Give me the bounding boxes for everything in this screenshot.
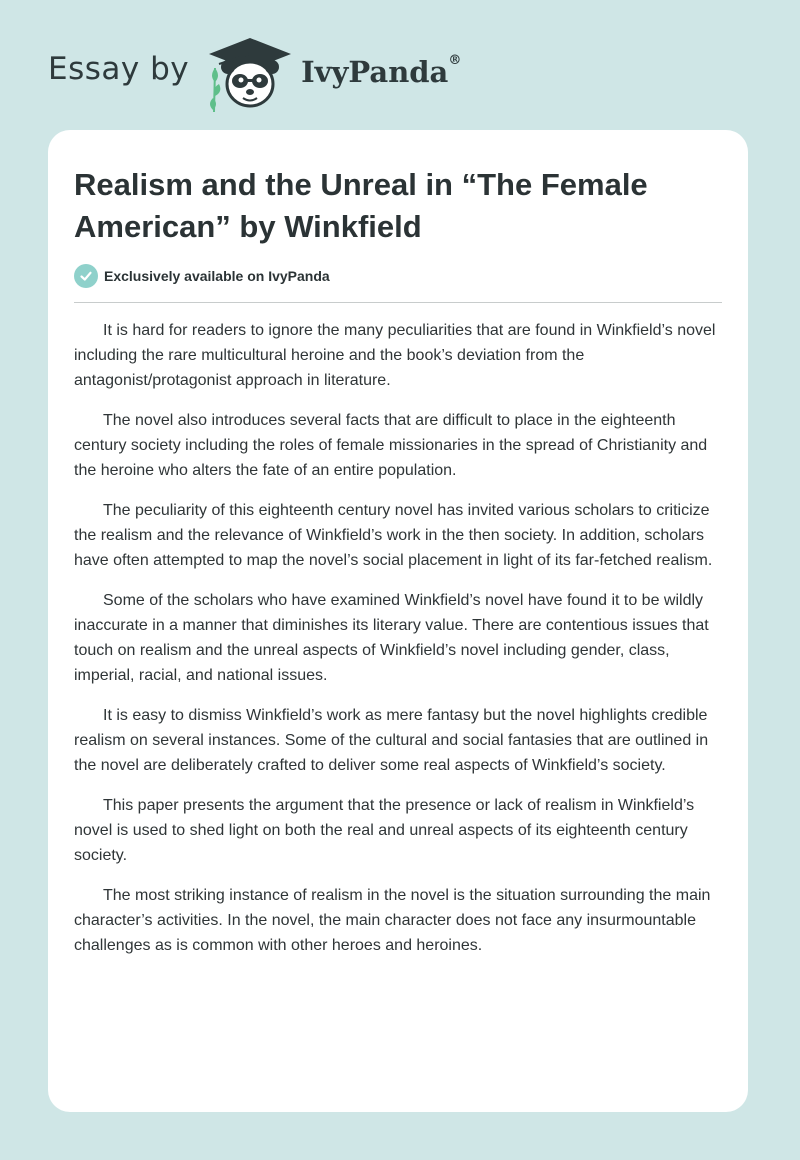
badge-label: Exclusively available on IvyPanda [104,268,330,284]
check-icon [74,264,98,288]
page-title: Realism and the Unreal in “The Female American” by Winkfield [74,167,648,244]
brand-name[interactable]: IvyPanda® [301,53,462,89]
divider [74,302,722,303]
paragraph: Some of the scholars who have examined Winkfield’s novel have found it to be wildly inaccurate in a manner that diminishes its literary value. There are contentious issues that touch on realism and the unreal aspects of Winkfield’s novel including gender, class, imperial, racial, and national issues. [74,592,709,684]
paragraph: This paper presents the argument that the presence or lack of realism in Winkfield’s novel is used to shed light on both the real and unreal aspects of its eighteenth century society. [74,797,695,864]
essay-body [74,318,724,973]
exclusive-badge [74,264,330,288]
registered-mark: ® [448,53,462,68]
essay-by-label: Essay by [48,51,190,87]
paragraph: The peculiarity of this eighteenth century novel has invited various scholars to criticize the realism and the relevance of Winkfield’s work in the then society. In addition, scholars have often attempted to map the novel’s social placement in light of its far-fetched realism. [74,502,713,569]
paragraph: It is easy to dismiss Winkfield’s work as mere fantasy but the novel highlights credible realism on several instances. Some of the cultural and social fantasies that are outlined in the novel are deliberately crafted to deliver some real aspects of Winkfield’s society. [74,707,709,774]
paragraph: The novel also introduces several facts that are difficult to place in the eighteenth century society including the roles of female missionaries in the spread of Christianity and the heroine who alters the fate of an entire population. [74,412,708,479]
paragraph: It is hard for readers to ignore the many peculiarities that are found in Winkfield’s novel including the rare multicultural heroine and the book’s deviation from the antagonist/protagonist approach in literature. [74,322,716,389]
site-header [48,34,461,114]
essay-card [48,130,748,1112]
paragraph: The most striking instance of realism in the novel is the situation surrounding the main character’s activities. In the novel, the main character does not face any insurmountable challenges as is common with other heroes and heroines. [74,887,711,954]
panda-graduate-icon[interactable] [205,34,295,114]
